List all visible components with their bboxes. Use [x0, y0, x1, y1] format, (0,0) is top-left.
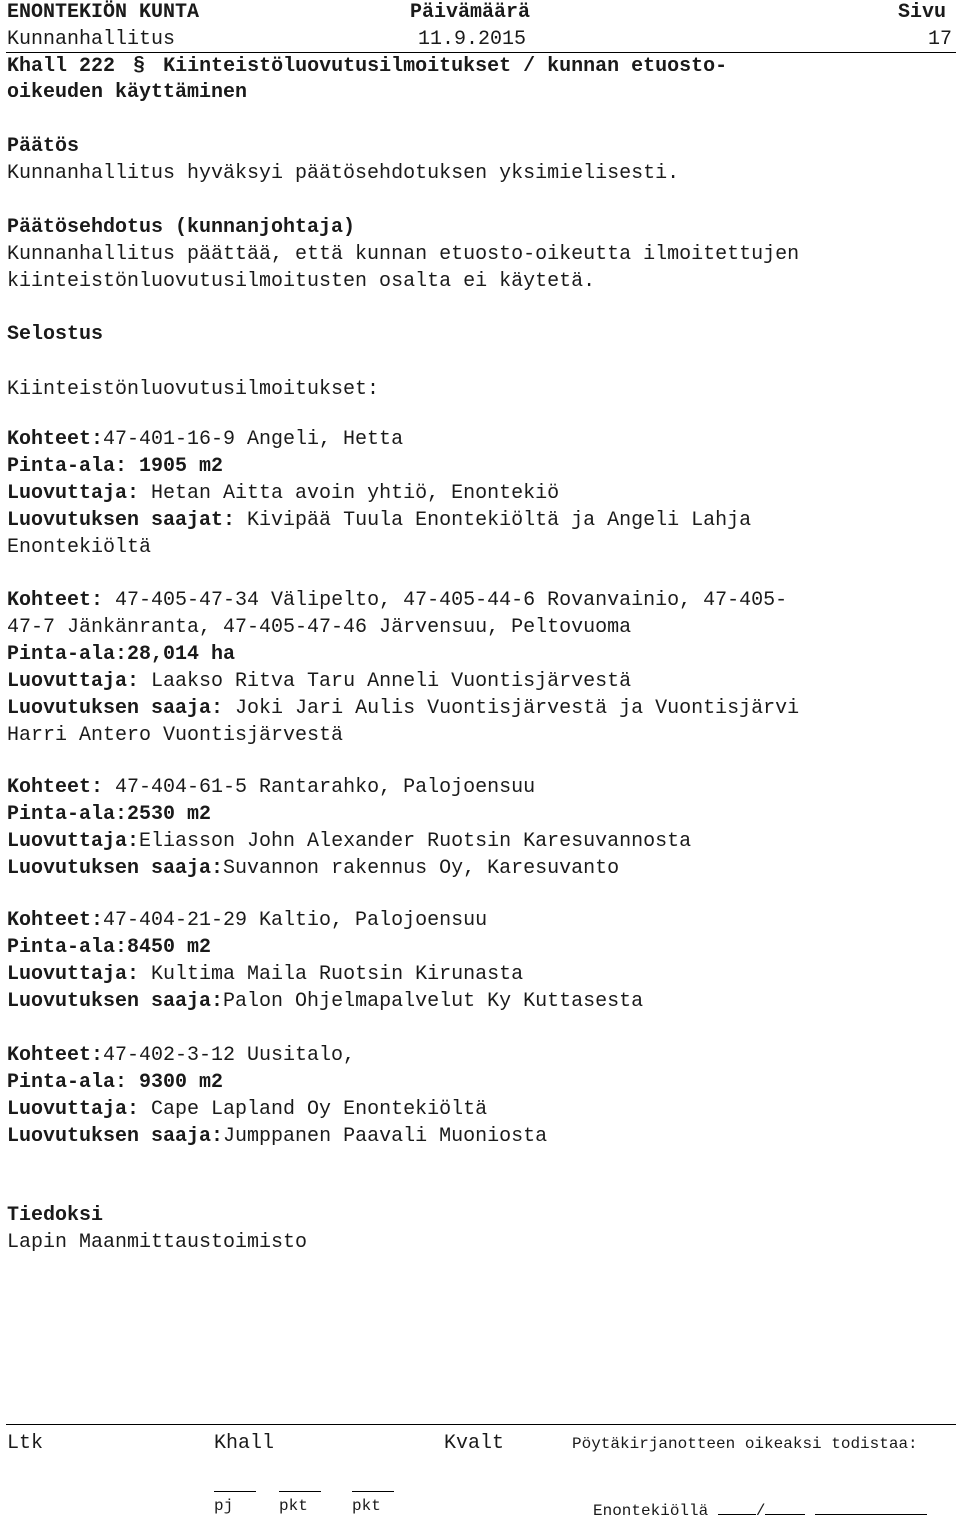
field-label: Luovutuksen saaja: [7, 857, 224, 880]
certification-place [593, 1497, 927, 1520]
proposal-line-2: kiinteistönluovutusilmoitusten osalta ei käytetä. [7, 270, 596, 293]
meeting-date: 11.9.2015 [418, 28, 527, 51]
notice-row [7, 828, 952, 855]
footer-khall: Khall [214, 1432, 275, 1455]
field-value: Cape Lapland Oy Enontekiöltä [151, 1098, 488, 1121]
header-divider [6, 52, 956, 53]
info-heading: Tiedoksi [7, 1204, 104, 1227]
field-label: Kohteet: [7, 1044, 104, 1067]
field-label: Luovuttaja: [7, 1098, 152, 1121]
notice-row [7, 614, 952, 641]
field-label: Pinta-ala:28,014 ha [7, 643, 236, 666]
field-value: Suvannon rakennus Oy, Karesuvanto [223, 857, 620, 880]
decision-text: Kunnanhallitus hyväksyi päätösehdotuksen yksimielisesti. [7, 162, 680, 185]
notice-row [7, 934, 952, 961]
notice-row [7, 1069, 952, 1096]
notice-row [7, 988, 952, 1015]
notice-block [7, 1042, 952, 1150]
field-value: Palon Ohjelmapalvelut Ky Kuttasesta [223, 990, 644, 1013]
month-blank [765, 1497, 805, 1515]
field-label: Luovuttaja: [7, 963, 152, 986]
field-value: 47-405-47-34 Välipelto, 47-405-44-6 Rovanvainio, 47-405- [115, 589, 788, 612]
footer-divider [6, 1424, 956, 1425]
field-value: 47-7 Jänkänranta, 47-405-47-46 Järvensuu, Peltovuoma [7, 616, 632, 639]
title-text: Kiinteistöluovutusilmoitukset / kunnan etuosto- [163, 55, 728, 78]
field-label: Kohteet: [7, 428, 104, 451]
section-sign-icon: § [133, 55, 146, 78]
field-value: Kultima Maila Ruotsin Kirunasta [151, 963, 524, 986]
notice-row [7, 1042, 952, 1069]
field-value: Eliasson John Alexander Ruotsin Karesuvannosta [139, 830, 692, 853]
notice-row [7, 695, 952, 722]
notice-row [7, 587, 952, 614]
title-continuation: oikeuden käyttäminen [7, 81, 248, 104]
date-separator: / [755, 1502, 766, 1520]
field-value: 47-402-3-12 Uusitalo, [103, 1044, 356, 1067]
field-value: Laakso Ritva Taru Anneli Vuontisjärvestä [151, 670, 632, 693]
field-label: Luovuttaja: [7, 670, 152, 693]
field-value: Jumppanen Paavali Muoniosta [223, 1125, 548, 1148]
field-label: Kohteet: [7, 776, 116, 799]
field-value: 47-404-21-29 Kaltio, Palojoensuu [103, 909, 488, 932]
notice-row [7, 774, 952, 801]
field-label: Kohteet: [7, 909, 104, 932]
proposal-heading: Päätösehdotus (kunnanjohtaja) [7, 216, 356, 239]
notice-row [7, 722, 952, 749]
notice-row [7, 534, 952, 561]
notices-intro: Kiinteistönluovutusilmoitukset: [7, 378, 380, 401]
field-label: Luovutuksen saaja: [7, 697, 236, 720]
field-value: Enontekiöltä [7, 536, 152, 559]
field-label: Luovutuksen saajat: [7, 509, 248, 532]
notice-row [7, 855, 952, 882]
field-value: Hetan Aitta avoin yhtiö, Enontekiö [151, 482, 560, 505]
page-label: Sivu [898, 1, 947, 24]
notice-block [7, 907, 952, 1015]
notice-row [7, 961, 952, 988]
decision-heading: Päätös [7, 135, 80, 158]
notice-block [7, 587, 952, 749]
place-name: Enontekiöllä [593, 1502, 709, 1520]
field-label: Luovuttaja: [7, 830, 140, 853]
field-label: Pinta-ala: 1905 m2 [7, 455, 224, 478]
field-value: 47-401-16-9 Angeli, Hetta [103, 428, 404, 451]
day-blank [718, 1497, 756, 1515]
notice-row [7, 641, 952, 668]
footer-ltk: Ltk [7, 1432, 44, 1455]
field-label: Pinta-ala: 9300 m2 [7, 1071, 224, 1094]
field-label: Luovutuksen saaja: [7, 990, 224, 1013]
notice-row [7, 480, 952, 507]
notice-row [7, 507, 952, 534]
field-label: Kohteet: [7, 589, 116, 612]
notice-row [7, 668, 952, 695]
field-label: Luovuttaja: [7, 482, 152, 505]
notice-block [7, 426, 952, 561]
notice-block [7, 774, 952, 882]
explanation-heading: Selostus [7, 323, 104, 346]
field-value: 47-404-61-5 Rantarahko, Palojoensuu [115, 776, 536, 799]
signature-line [352, 1491, 394, 1492]
notice-row [7, 801, 952, 828]
meeting-body: Kunnanhallitus [7, 28, 176, 51]
date-label: Päivämäärä [410, 1, 531, 24]
field-label: Luovutuksen saaja: [7, 1125, 224, 1148]
section-title [7, 55, 727, 78]
signature-pkt-2: pkt [352, 1497, 381, 1515]
notice-row [7, 453, 952, 480]
signature-pj: pj [214, 1497, 234, 1515]
notice-row [7, 1096, 952, 1123]
proposal-line-1: Kunnanhallitus päättää, että kunnan etuosto-oikeutta ilmoitettujen [7, 243, 800, 266]
notice-row [7, 907, 952, 934]
field-label: Pinta-ala:2530 m2 [7, 803, 212, 826]
signature-pkt: pkt [279, 1497, 308, 1515]
notice-row [7, 426, 952, 453]
page-number: 17 [928, 28, 953, 51]
field-value: Joki Jari Aulis Vuontisjärvestä ja Vuontisjärvi [235, 697, 800, 720]
signature-line [214, 1491, 256, 1492]
footer-kvalt: Kvalt [444, 1432, 505, 1455]
signature-blank [815, 1497, 927, 1515]
case-number: Khall 222 [7, 55, 116, 78]
certification-text: Pöytäkirjanotteen oikeaksi todistaa: [572, 1435, 918, 1453]
info-recipient: Lapin Maanmittaustoimisto [7, 1231, 308, 1254]
signature-line [279, 1491, 321, 1492]
organization-name: ENONTEKIÖN KUNTA [7, 1, 200, 24]
field-label: Pinta-ala:8450 m2 [7, 936, 212, 959]
field-value: Kivipää Tuula Enontekiöltä ja Angeli Lahja [247, 509, 752, 532]
notice-row [7, 1123, 952, 1150]
field-value: Harri Antero Vuontisjärvestä [7, 724, 344, 747]
